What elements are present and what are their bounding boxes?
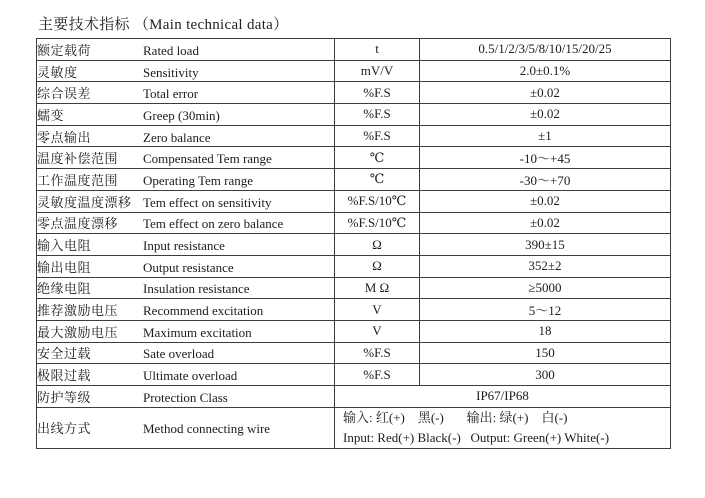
table-row — [37, 104, 671, 126]
spec-name-cell — [37, 169, 335, 191]
spec-unit-cell: %F.S/10℃ — [335, 212, 420, 234]
spec-name-en: Tem effect on zero balance — [143, 216, 284, 232]
table-row — [37, 255, 671, 277]
spec-value-cell: 352±2 — [420, 255, 671, 277]
spec-name-en: Recommend excitation — [143, 303, 264, 319]
spec-value-cell: 18 — [420, 320, 671, 342]
table-row — [37, 60, 671, 82]
spec-name-zh: 零点温度漂移 — [37, 216, 119, 232]
spec-name-cell — [37, 277, 335, 299]
table-row — [37, 212, 671, 234]
spec-value-cell: 0.5/1/2/3/5/8/10/15/20/25 — [420, 39, 671, 61]
page-title: 主要技术指标 （Main technical data） — [38, 17, 289, 33]
table-row — [37, 364, 671, 386]
spec-name-zh: 最大激励电压 — [37, 324, 119, 340]
spec-unit-cell: %F.S/10℃ — [335, 190, 420, 212]
spec-value-cell: 2.0±0.1% — [420, 60, 671, 82]
spec-name-cell — [37, 212, 335, 234]
spec-name-zh: 蠕变 — [37, 107, 65, 123]
spec-table — [36, 38, 671, 449]
spec-unit-cell: %F.S — [335, 104, 420, 126]
spec-name-en: Maximum excitation — [143, 324, 252, 340]
table-row — [37, 125, 671, 147]
spec-value-cell: ±1 — [420, 125, 671, 147]
spec-name-zh: 输出电阻 — [37, 259, 92, 275]
spec-name-cell — [37, 255, 335, 277]
spec-value-cell — [335, 407, 671, 448]
spec-name-zh: 额定载荷 — [37, 42, 92, 58]
table-row — [37, 147, 671, 169]
spec-unit-cell: Ω — [335, 234, 420, 256]
spec-name-en: Sate overload — [143, 346, 215, 362]
spec-name-zh: 综合误差 — [37, 86, 92, 102]
spec-unit-cell: %F.S — [335, 342, 420, 364]
spec-name-cell — [37, 125, 335, 147]
spec-unit-cell: %F.S — [335, 82, 420, 104]
spec-name-en: Operating Tem range — [143, 172, 254, 188]
spec-table-body — [37, 39, 671, 449]
spec-value-cell: ≥5000 — [420, 277, 671, 299]
spec-name-zh: 极限过载 — [37, 368, 92, 384]
spec-name-zh: 工作温度范围 — [37, 172, 119, 188]
spec-name-cell — [37, 407, 335, 448]
spec-unit-cell: ℃ — [335, 169, 420, 191]
spec-unit-cell: ℃ — [335, 147, 420, 169]
spec-name-en: Greep (30min) — [143, 107, 220, 123]
spec-value-cell: 390±15 — [420, 234, 671, 256]
table-row — [37, 407, 671, 448]
spec-name-zh: 输入电阻 — [37, 238, 92, 254]
spec-name-cell — [37, 342, 335, 364]
spec-name-cell — [37, 234, 335, 256]
spec-name-cell — [37, 320, 335, 342]
spec-value-cell: ±0.02 — [420, 82, 671, 104]
spec-name-cell — [37, 147, 335, 169]
table-row — [37, 320, 671, 342]
spec-name-cell — [37, 39, 335, 61]
spec-value-cell: ±0.02 — [420, 212, 671, 234]
spec-value-cell: 150 — [420, 342, 671, 364]
spec-name-zh: 灵敏度 — [37, 64, 78, 80]
spec-unit-cell: V — [335, 320, 420, 342]
spec-name-zh: 出线方式 — [37, 421, 92, 437]
spec-value-cell: -10～+45 — [420, 147, 671, 169]
spec-value-cell: -30～+70 — [420, 169, 671, 191]
spec-name-cell — [37, 299, 335, 321]
spec-name-en: Total error — [143, 86, 199, 102]
table-row — [37, 82, 671, 104]
spec-name-cell — [37, 82, 335, 104]
spec-unit-cell: M Ω — [335, 277, 420, 299]
wire-color-line: Input: Red(+) Black(-) Output: Green(+) White(-) — [343, 429, 610, 445]
spec-unit-cell: V — [335, 299, 420, 321]
spec-unit-cell: t — [335, 39, 420, 61]
spec-unit-cell: Ω — [335, 255, 420, 277]
spec-unit-cell: mV/V — [335, 60, 420, 82]
spec-name-cell — [37, 60, 335, 82]
spec-name-en: Input resistance — [143, 238, 225, 254]
spec-name-zh: 防护等级 — [37, 389, 92, 405]
table-row — [37, 277, 671, 299]
table-row — [37, 299, 671, 321]
spec-value-cell: 300 — [420, 364, 671, 386]
spec-name-zh: 推荐激励电压 — [37, 303, 119, 319]
table-row — [37, 190, 671, 212]
spec-value-cell: ±0.02 — [420, 104, 671, 126]
spec-name-en: Ultimate overload — [143, 368, 238, 384]
spec-name-en: Insulation resistance — [143, 281, 250, 297]
spec-name-en: Compensated Tem range — [143, 151, 272, 167]
spec-name-en: Rated load — [143, 42, 199, 58]
spec-name-zh: 温度补偿范围 — [37, 151, 119, 167]
table-row — [37, 386, 671, 408]
spec-name-en: Sensitivity — [143, 64, 199, 80]
spec-name-cell — [37, 364, 335, 386]
spec-name-cell — [37, 386, 335, 408]
spec-unit-cell: %F.S — [335, 364, 420, 386]
spec-name-en: Tem effect on sensitivity — [143, 194, 272, 210]
wire-color-line: 输入: 红(+) 黑(-) 输出: 绿(+) 白(-) — [343, 409, 568, 425]
table-row — [37, 342, 671, 364]
spec-unit-cell: %F.S — [335, 125, 420, 147]
spec-name-en: Output resistance — [143, 259, 234, 275]
table-row — [37, 169, 671, 191]
spec-name-en: Method connecting wire — [143, 421, 271, 437]
spec-value-cell: IP67/IP68 — [335, 386, 671, 408]
spec-name-en: Zero balance — [143, 129, 211, 145]
spec-name-zh: 零点输出 — [37, 129, 92, 145]
spec-value-cell: ±0.02 — [420, 190, 671, 212]
table-row — [37, 39, 671, 61]
spec-name-cell — [37, 104, 335, 126]
table-row — [37, 234, 671, 256]
spec-name-zh: 灵敏度温度漂移 — [37, 194, 132, 210]
spec-name-zh: 绝缘电阻 — [37, 281, 92, 297]
spec-name-zh: 安全过载 — [37, 346, 92, 362]
spec-name-cell — [37, 190, 335, 212]
spec-value-cell: 5～12 — [420, 299, 671, 321]
spec-name-en: Protection Class — [143, 389, 228, 405]
